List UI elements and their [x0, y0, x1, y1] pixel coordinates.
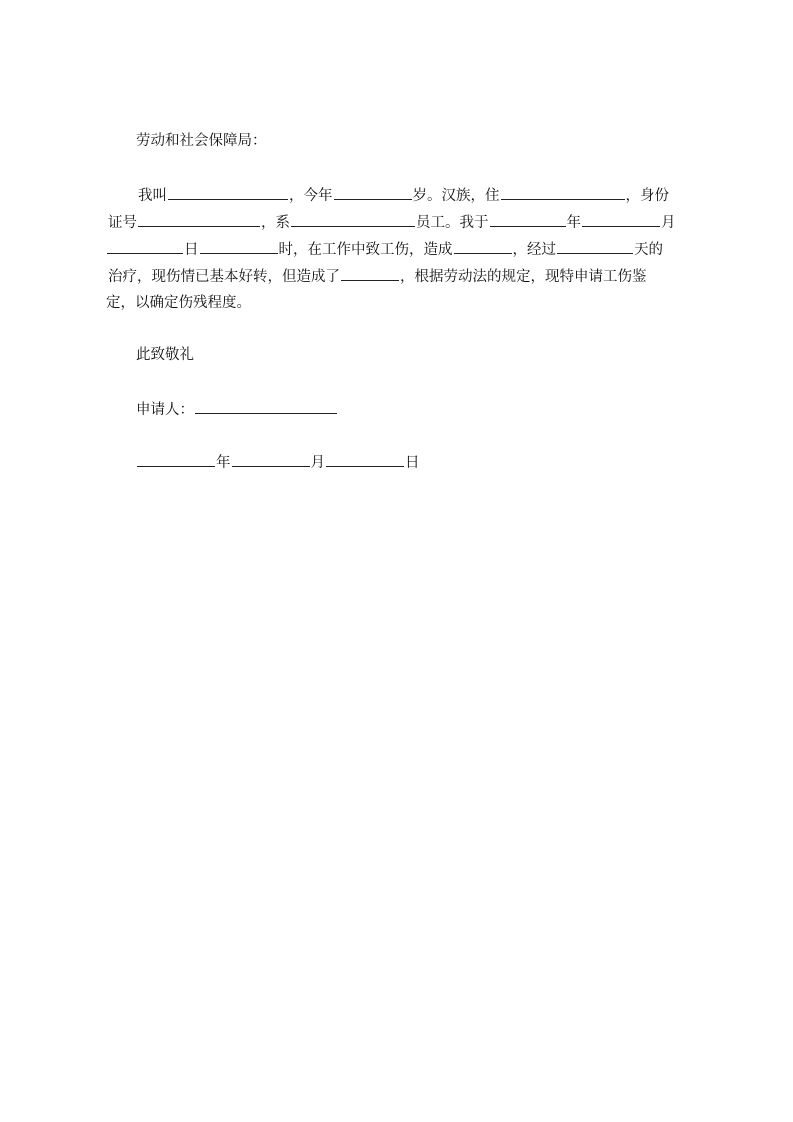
body-text: 月 [661, 215, 676, 231]
body-text: 员工。我于 [416, 215, 489, 231]
month-blank [582, 212, 660, 227]
body-line-3 [106, 239, 663, 260]
date-year-blank [137, 452, 215, 467]
body-text: 证号 [108, 215, 137, 231]
year-blank [490, 212, 566, 227]
date-line [136, 452, 420, 473]
date-month-blank [232, 452, 310, 467]
closing [136, 345, 194, 365]
body-text: 天的 [634, 242, 663, 258]
body-text: ，今年 [289, 188, 333, 204]
body-text: 时，在工作中致工伤，造成 [278, 242, 453, 258]
salutation-text: 劳动和社会保障局： [136, 133, 267, 149]
days-blank [557, 239, 633, 254]
address-blank [501, 185, 625, 200]
day-blank [107, 239, 183, 254]
body-line-4 [108, 266, 647, 287]
name-blank [168, 185, 288, 200]
hour-blank [200, 239, 278, 254]
body-text: ，系 [261, 215, 290, 231]
applicant-label: 申请人： [136, 402, 194, 418]
consequence-blank [341, 266, 399, 281]
body-text: ，经过 [512, 242, 556, 258]
body-text: 定，以确定伤残程度。 [106, 295, 251, 311]
id-number-blank [138, 212, 260, 227]
applicant-line [136, 399, 338, 420]
date-day-label: 日 [405, 455, 420, 471]
body-text: 日 [184, 242, 199, 258]
applicant-signature-blank [195, 399, 337, 414]
closing-text: 此致敬礼 [136, 347, 194, 363]
body-text: ，根据劳动法的规定，现特申请工伤鉴 [400, 269, 647, 285]
body-line-5 [106, 293, 251, 313]
body-line-1 [138, 185, 669, 206]
injury-blank [454, 239, 512, 254]
body-text: 治疗，现伤情已基本好转，但造成了 [108, 269, 340, 285]
body-text: ，身份 [625, 188, 669, 204]
body-text: 岁。汉族，住 [412, 188, 500, 204]
date-day-blank [326, 452, 404, 467]
date-month-label: 月 [310, 455, 325, 471]
date-year-label: 年 [216, 455, 231, 471]
body-text: 我叫 [138, 188, 167, 204]
body-text: 年 [566, 215, 581, 231]
age-blank [334, 185, 412, 200]
employer-blank [291, 212, 415, 227]
body-line-2 [108, 212, 676, 233]
salutation [136, 131, 267, 151]
